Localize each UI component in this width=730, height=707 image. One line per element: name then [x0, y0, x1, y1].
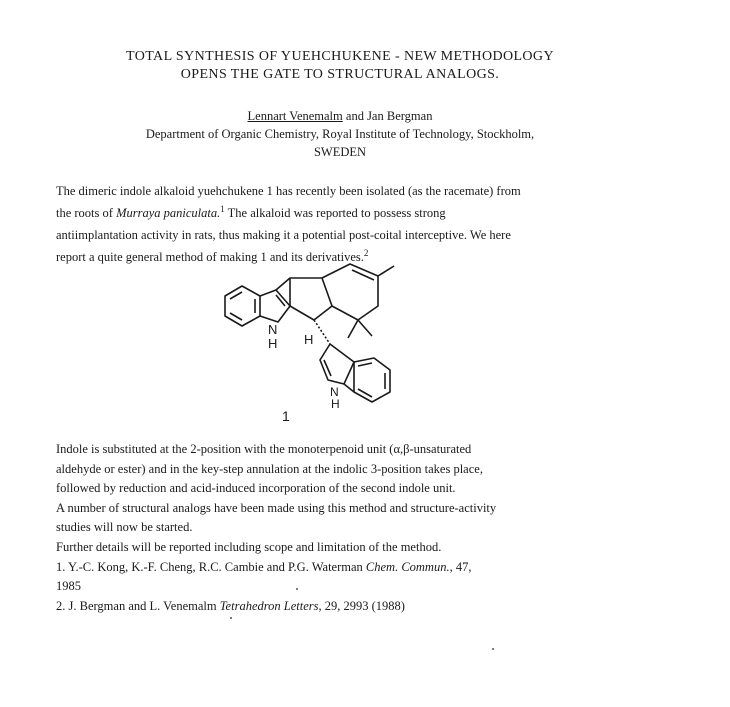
scan-speck — [492, 648, 494, 650]
affiliation-country: SWEDEN — [313, 145, 367, 159]
intro-paragraph — [56, 180, 556, 268]
intro-text: report a quite general method of making 1 and its derivatives. — [56, 250, 364, 264]
reference-text: 2. J. Bergman and L. Venemalm — [56, 599, 220, 613]
body-line: Indole is substituted at the 2-position with the monoterpenoid unit (α,β-unsaturated — [56, 442, 472, 456]
author-name-1: Lennart Venemalm — [247, 109, 343, 123]
intro-line-2 — [56, 202, 556, 224]
reference-text: , 29, 2993 (1988) — [318, 599, 405, 613]
body-line: followed by reduction and acid-induced incorporation of the second indole unit. — [56, 481, 456, 495]
reference-1-line-2: 1985 — [56, 579, 81, 593]
body-line: studies will now be started. — [56, 520, 193, 534]
reference-text: , 47, — [449, 560, 472, 574]
intro-text: The alkaloid was reported to possess strong — [224, 206, 446, 220]
reference-2 — [56, 597, 556, 616]
footnote-ref-1: 1 — [220, 204, 225, 214]
body-line: aldehyde or ester) and in the key-step annulation at the indolic 3-position takes place, — [56, 461, 483, 476]
yuehchukene-structure — [210, 258, 410, 408]
affiliation: Department of Organic Chemistry, Royal Institute of Technology, Stockholm, — [145, 127, 535, 141]
stereo-h-label: H — [304, 332, 314, 347]
reference-2-line — [56, 597, 556, 616]
body-line: Further details will be reported including scope and limitation of the method. — [56, 539, 442, 554]
intro-line-3: antiimplantation activity in rats, thus making it a potential post-coital interceptive. We here — [56, 228, 511, 242]
reference-1-line-1 — [56, 558, 556, 577]
nh-label-1: N — [268, 322, 278, 337]
body-line: A number of structural analogs have been made using this method and structure-activity — [56, 500, 497, 515]
reference-1 — [56, 558, 556, 596]
intro-line-1: The dimeric indole alkaloid yuehchukene 1 has recently been isolated (as the racemate) from — [56, 184, 521, 198]
journal-name: Tetrahedron Letters — [219, 599, 319, 613]
body-paragraphs — [56, 440, 556, 557]
species-name: Murraya paniculata. — [116, 206, 221, 220]
reference-text: 1. Y.-C. Kong, K.-F. Cheng, R.C. Cambie and P.G. Waterman — [56, 560, 366, 574]
h-label-1: H — [268, 336, 278, 351]
intro-text: the roots of — [56, 206, 117, 220]
scan-speck — [296, 588, 298, 590]
author-line — [40, 108, 640, 125]
scan-speck — [230, 617, 232, 619]
journal-name: Chem. Commun. — [365, 560, 450, 574]
footnote-ref-2: 2 — [363, 248, 369, 258]
nh-label-2: N — [330, 385, 339, 399]
paper-title-line-1: TOTAL SYNTHESIS OF YUEHCHUKENE - NEW METHODOLOGY — [126, 49, 554, 64]
author-name-2: and Jan Bergman — [342, 109, 433, 123]
h-label-2: H — [331, 397, 340, 408]
compound-number: 1 — [282, 408, 290, 424]
paper-title-line-2: OPENS THE GATE TO STRUCTURAL ANALOGS. — [180, 67, 500, 82]
